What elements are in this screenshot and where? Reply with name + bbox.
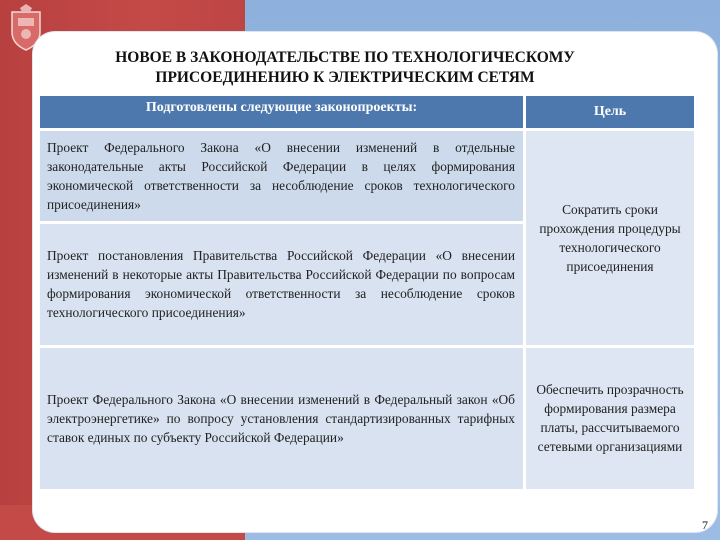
table-row bbox=[40, 346, 694, 489]
header-goal: Цель bbox=[525, 96, 695, 128]
page-number: 7 bbox=[702, 518, 708, 532]
goal-transparency: Обеспечить прозрачность формирования размера платы, рассчитываемого сетевыми организациями bbox=[525, 346, 695, 489]
bills-table bbox=[40, 96, 694, 489]
table-header-row bbox=[40, 96, 694, 128]
table-row bbox=[40, 131, 694, 223]
slide-title: НОВОЕ В ЗАКОНОДАТЕЛЬСТВЕ ПО ТЕХНОЛОГИЧЕСКОМУ ПРИСОЕДИНЕНИЮ К ЭЛЕКТРИЧЕСКИМ СЕТЯМ bbox=[115, 49, 575, 86]
project-federal-law-2: Проект Федерального Закона «О внесении изменений в Федеральный закон «Об электроэнергетике» по вопросу установления стандартизированных тарифных ставок единых по субъекту Российской Федерации» bbox=[40, 346, 525, 489]
project-government-decree: Проект постановления Правительства Российской Федерации «О внесении изменений в некоторые акты Правительства Российской Федерации по вопросам формирования экономической ответственности за несоблюдение сроков технологического присоединения» bbox=[40, 222, 525, 346]
goal-shorten-terms: Сократить сроки прохождения процедуры технологического присоединения bbox=[525, 131, 695, 346]
project-federal-law-1: Проект Федерального Закона «О внесении изменений в отдельные законодательные акты Российской Федерации в целях формирования экономической ответственности за несоблюдение сроков технологического присоединения» bbox=[40, 131, 525, 223]
header-bills: Подготовлены следующие законопроекты: bbox=[40, 96, 525, 128]
